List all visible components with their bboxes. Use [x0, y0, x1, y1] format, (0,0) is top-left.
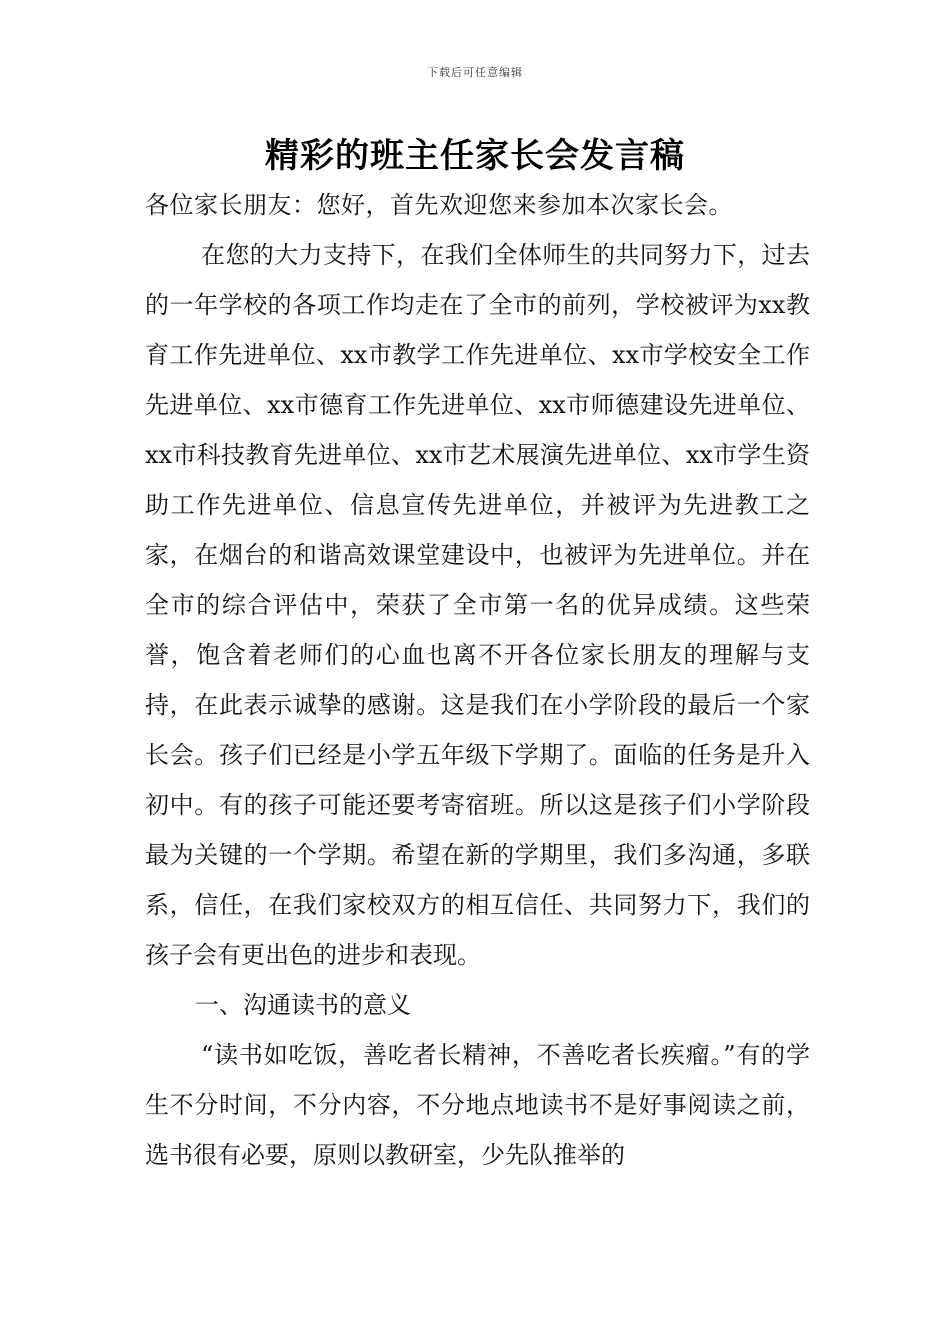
greeting-line: 各位家长朋友：您好，首先欢迎您来参加本次家长会。: [145, 191, 733, 219]
paragraph-reading: “读书如吃饭，善吃者长精神，不善吃者长疾瘤。”有的学生不分时间，不分内容，不分地点地读书不是好事阅读之前，选书很有必要，原则以教研室，少先队推举的: [145, 1041, 810, 1169]
paragraph-achievements: 在您的大力支持下，在我们全体师生的共同努力下，过去的一年学校的各项工作均走在了全市的前列，学校被评为xx教育工作先进单位、xx市教学工作先进单位、xx市学校安全工作先进单位、xx市德育工作先进单位、xx市师德建设先进单位、xx市科技教育先进单位、xx市艺术展演先进单位、xx市学生资助工作先进单位、信息宣传先进单位，并被评为先进教工之家，在烟台的和谐高效课堂建设中，也被评为先进单位。并在全市的综合评估中，荣获了全市第一名的优异成绩。这些荣誉，饱含着老师们的心血也离不开各位家长朋友的理解与支持，在此表示诚挚的感谢。这是我们在小学阶段的最后一个家长会。孩子们已经是小学五年级下学期了。面临的任务是升入初中。有的孩子可能还要考寄宿班。所以这是孩子们小学阶段最为关键的一个学期。希望在新的学期里，我们多沟通，多联系，信任，在我们家校双方的相互信任、共同努力下，我们的孩子会有更出色的进步和表现。: [145, 241, 810, 969]
document-body: [145, 180, 810, 1180]
header-note: 下载后可任意编辑: [427, 66, 523, 79]
section-heading: 一、沟通读书的意义: [195, 991, 411, 1019]
document-title: 精彩的班主任家长会发言稿: [265, 136, 685, 176]
